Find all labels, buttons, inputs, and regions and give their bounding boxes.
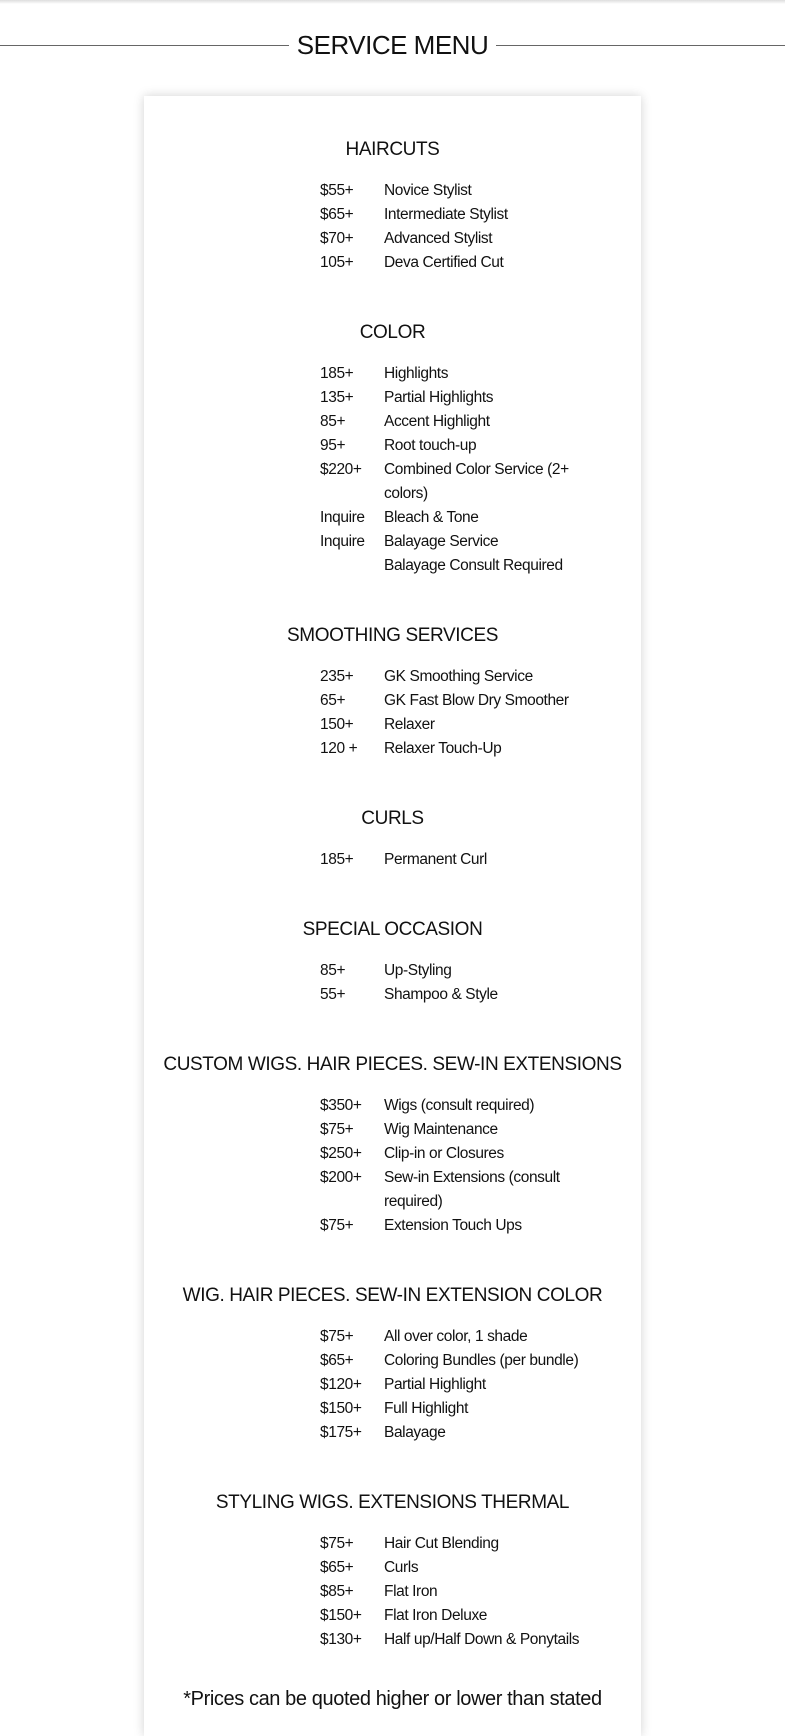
service-row	[320, 1118, 641, 1142]
service-row	[320, 458, 641, 506]
service-name: Balayage	[384, 1424, 446, 1441]
service-price: $65+	[320, 1352, 354, 1369]
service-name: Novice Stylist	[384, 182, 472, 199]
service-name: Balayage Service	[384, 533, 499, 550]
header-shadow	[0, 0, 785, 4]
service-price: 235+	[320, 668, 354, 685]
service-name: Clip-in or Closures	[384, 1145, 504, 1162]
service-price: $250+	[320, 1145, 362, 1162]
service-name: Coloring Bundles (per bundle)	[384, 1352, 579, 1369]
service-row	[320, 1604, 641, 1628]
section-heading: SMOOTHING SERVICES	[287, 625, 498, 646]
service-name: Accent Highlight	[384, 413, 490, 430]
service-name: Root touch-up	[384, 437, 477, 454]
service-name: Half up/Half Down & Ponytails	[384, 1631, 580, 1648]
menu-section	[144, 321, 641, 578]
service-name: Partial Highlight	[384, 1376, 486, 1393]
service-name: Advanced Stylist	[384, 230, 493, 247]
service-name: Hair Cut Blending	[384, 1535, 499, 1552]
menu-section	[144, 624, 641, 761]
service-name: Shampoo & Style	[384, 986, 498, 1003]
service-name: Wigs (consult required)	[384, 1097, 535, 1114]
service-price: 85+	[320, 413, 346, 430]
service-row	[320, 1325, 641, 1349]
service-row	[320, 1142, 641, 1166]
service-row	[320, 1397, 641, 1421]
service-row	[320, 713, 641, 737]
service-row	[320, 554, 641, 578]
service-price: $150+	[320, 1400, 362, 1417]
section-heading: CURLS	[361, 808, 424, 829]
service-price: $75+	[320, 1217, 354, 1234]
service-name: Relaxer	[384, 716, 435, 733]
service-price: $350+	[320, 1097, 362, 1114]
service-row	[320, 1166, 641, 1214]
section-heading: SPECIAL OCCASION	[302, 919, 483, 940]
service-row	[320, 959, 641, 983]
service-row	[320, 1373, 641, 1397]
service-name: Up-Styling	[384, 962, 452, 979]
service-row	[320, 689, 641, 713]
section-heading: CUSTOM WIGS. HAIR PIECES. SEW-IN EXTENSIONS	[163, 1054, 622, 1075]
menu-section	[144, 1491, 641, 1652]
service-row	[320, 1556, 641, 1580]
service-name: All over color, 1 shade	[384, 1328, 528, 1345]
section-heading: COLOR	[359, 322, 426, 343]
service-price: $150+	[320, 1607, 362, 1624]
service-row	[320, 1349, 641, 1373]
service-price: 185+	[320, 851, 354, 868]
menu-section	[144, 1284, 641, 1445]
service-row	[320, 665, 641, 689]
divider-right	[496, 45, 785, 46]
section-heading: STYLING WIGS. EXTENSIONS THERMAL	[215, 1492, 570, 1513]
service-price: $65+	[320, 206, 354, 223]
service-row	[320, 1580, 641, 1604]
service-price: 55+	[320, 986, 346, 1003]
service-price: 120 +	[320, 740, 358, 757]
service-price	[320, 554, 384, 578]
menu-section	[144, 1053, 641, 1238]
menu-section	[144, 138, 641, 275]
service-name: GK Fast Blow Dry Smoother	[384, 692, 569, 709]
service-row	[320, 737, 641, 761]
service-row	[320, 227, 641, 251]
divider-left	[0, 45, 289, 46]
service-price: $55+	[320, 182, 354, 199]
service-name: Full Highlight	[384, 1400, 468, 1417]
service-price: 185+	[320, 365, 354, 382]
service-price: 150+	[320, 716, 354, 733]
price-disclaimer: *Prices can be quoted higher or lower than stated	[183, 1688, 602, 1710]
service-price: 105+	[320, 254, 354, 271]
service-name: Wig Maintenance	[384, 1121, 498, 1138]
service-row	[320, 410, 641, 434]
service-price: $75+	[320, 1535, 354, 1552]
service-name: Flat Iron	[384, 1583, 438, 1600]
service-name: Highlights	[384, 365, 449, 382]
page-title-row	[0, 28, 785, 62]
menu-card	[144, 96, 641, 1736]
service-row	[320, 203, 641, 227]
service-row	[320, 1214, 641, 1238]
service-name: Flat Iron Deluxe	[384, 1607, 488, 1624]
service-row	[320, 1532, 641, 1556]
service-row	[320, 434, 641, 458]
service-price: $175+	[320, 1424, 362, 1441]
service-row	[320, 848, 641, 872]
service-row	[320, 362, 641, 386]
service-name: Intermediate Stylist	[384, 206, 508, 223]
service-price: $200+	[320, 1169, 362, 1186]
service-row	[320, 1628, 641, 1652]
service-row	[320, 1094, 641, 1118]
service-row	[320, 1421, 641, 1445]
service-price: Inquire	[320, 509, 365, 526]
service-price: 65+	[320, 692, 346, 709]
service-name: Deva Certified Cut	[384, 254, 504, 271]
service-name: GK Smoothing Service	[384, 668, 533, 685]
service-price: $85+	[320, 1583, 354, 1600]
service-price: Inquire	[320, 533, 365, 550]
service-name: Balayage Consult Required	[384, 557, 563, 574]
service-price: $130+	[320, 1631, 362, 1648]
service-row	[320, 179, 641, 203]
service-name: Relaxer Touch-Up	[384, 740, 502, 757]
service-price: 135+	[320, 389, 354, 406]
service-price: $220+	[320, 461, 362, 478]
service-row	[320, 251, 641, 275]
menu-section	[144, 807, 641, 872]
menu-section	[144, 918, 641, 1007]
service-name: Bleach & Tone	[384, 509, 479, 526]
service-row	[320, 530, 641, 554]
section-heading: HAIRCUTS	[345, 139, 440, 160]
service-price: $75+	[320, 1328, 354, 1345]
service-price: 95+	[320, 437, 346, 454]
service-name: Permanent Curl	[384, 851, 487, 868]
service-row	[320, 983, 641, 1007]
service-price: 85+	[320, 962, 346, 979]
service-row	[320, 386, 641, 410]
menu-sections	[144, 138, 641, 1698]
service-price: $65+	[320, 1559, 354, 1576]
service-row	[320, 506, 641, 530]
service-price: $120+	[320, 1376, 362, 1393]
service-name: Extension Touch Ups	[384, 1217, 522, 1234]
service-name: Curls	[384, 1559, 419, 1576]
page-title: SERVICE MENU	[296, 30, 489, 60]
service-name: Combined Color Service (2+ colors)	[384, 461, 569, 502]
section-heading: WIG. HAIR PIECES. SEW-IN EXTENSION COLOR	[182, 1285, 603, 1306]
service-price: $70+	[320, 230, 354, 247]
service-name: Partial Highlights	[384, 389, 494, 406]
service-price: $75+	[320, 1121, 354, 1138]
service-name: Sew-in Extensions (consult required)	[384, 1169, 560, 1210]
